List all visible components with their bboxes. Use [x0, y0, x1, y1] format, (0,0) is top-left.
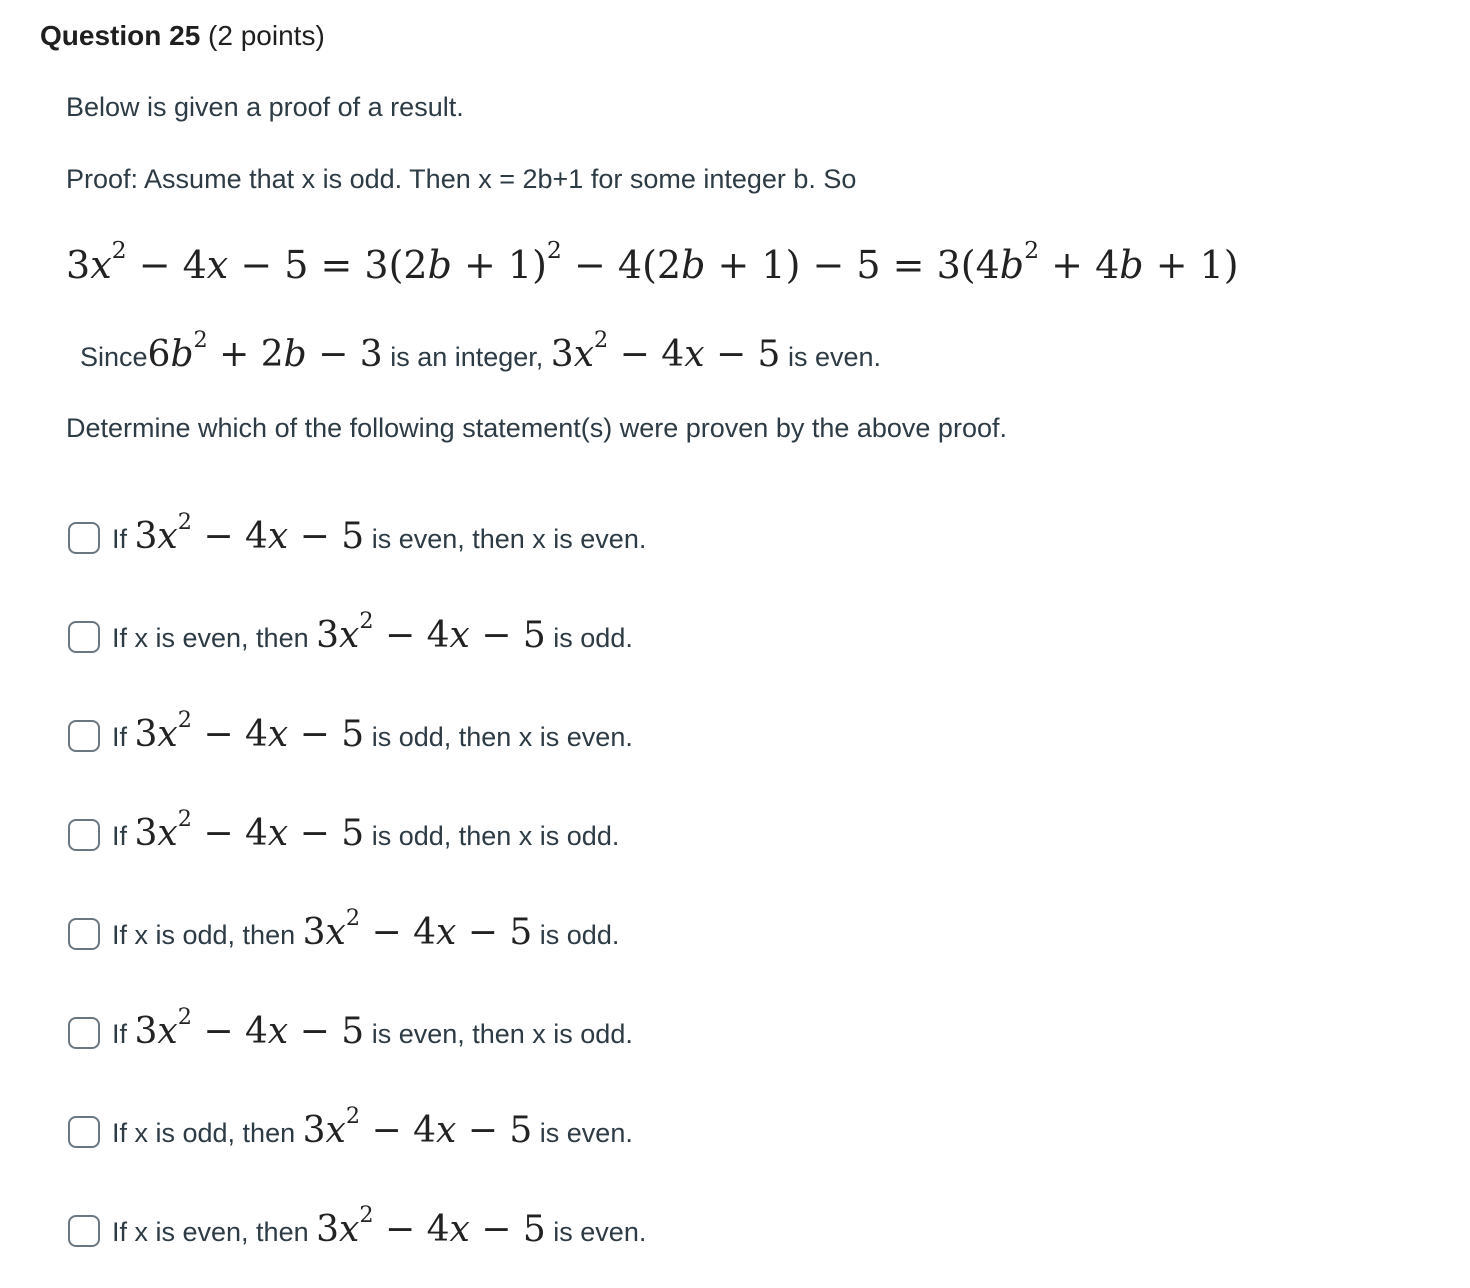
- option-math-expression: $3x^2 - 4x - 5$: [134, 1004, 365, 1052]
- option-checkbox[interactable]: [68, 720, 100, 752]
- option-checkbox[interactable]: [68, 1215, 100, 1247]
- determine-text: Determine which of the following statement(s) were proven by the above proof.: [66, 413, 1007, 443]
- proof-equation: $3x^2 - 4x - 5 = 3(2b + 1)^2 - 4(2b + 1) - 5 = 3(4b^2 + 4b + 1)$: [66, 235, 1239, 287]
- answer-option[interactable]: [68, 608, 633, 662]
- answer-option[interactable]: [68, 1202, 647, 1256]
- option-label: If x is odd, then $3x^2 - 4x - 5$ is odd.: [112, 905, 620, 953]
- since-statement: $Since6b^2 + 2b - 3$ is an integer, $3x^2 - 4x - 5$ is even.: [80, 327, 882, 375]
- option-checkbox[interactable]: [68, 918, 100, 950]
- answer-option[interactable]: [68, 905, 620, 959]
- option-math-expression: $3x^2 - 4x - 5$: [134, 707, 365, 755]
- answer-option[interactable]: [68, 1103, 633, 1157]
- option-label: If $3x^2 - 4x - 5$ is odd, then x is odd.: [112, 806, 620, 854]
- option-math-expression: $3x^2 - 4x - 5$: [134, 509, 365, 557]
- option-math-expression: $3x^2 - 4x - 5$: [316, 608, 546, 656]
- question-title: Question 25: [40, 20, 201, 51]
- option-label: If $3x^2 - 4x - 5$ is odd, then x is even.: [112, 707, 633, 755]
- option-label: If x is even, then $3x^2 - 4x - 5$ is even.: [112, 1202, 647, 1250]
- intro-text: Below is given a proof of a result.: [66, 92, 464, 122]
- question-header: [40, 16, 325, 56]
- answer-option[interactable]: [68, 707, 633, 761]
- answer-option[interactable]: [68, 509, 647, 563]
- option-checkbox[interactable]: [68, 621, 100, 653]
- option-checkbox[interactable]: [68, 1116, 100, 1148]
- option-math-expression: $3x^2 - 4x - 5$: [302, 1103, 533, 1151]
- option-label: If x is odd, then $3x^2 - 4x - 5$ is even.: [112, 1103, 633, 1151]
- answer-option[interactable]: [68, 806, 620, 860]
- option-checkbox[interactable]: [68, 1017, 100, 1049]
- proof-text: Proof: Assume that x is odd. Then x = 2b+1 for some integer b. So: [66, 164, 857, 194]
- option-label: If $3x^2 - 4x - 5$ is even, then x is odd.: [112, 1004, 633, 1052]
- answer-option[interactable]: [68, 1004, 633, 1058]
- option-math-expression: $3x^2 - 4x - 5$: [134, 806, 365, 854]
- question-points: (2 points): [208, 20, 325, 51]
- option-checkbox[interactable]: [68, 522, 100, 554]
- option-checkbox[interactable]: [68, 819, 100, 851]
- option-math-expression: $3x^2 - 4x - 5$: [302, 905, 533, 953]
- option-label: If x is even, then $3x^2 - 4x - 5$ is odd.: [112, 608, 633, 656]
- option-math-expression: $3x^2 - 4x - 5$: [316, 1202, 546, 1250]
- option-label: If $3x^2 - 4x - 5$ is even, then x is even.: [112, 509, 647, 557]
